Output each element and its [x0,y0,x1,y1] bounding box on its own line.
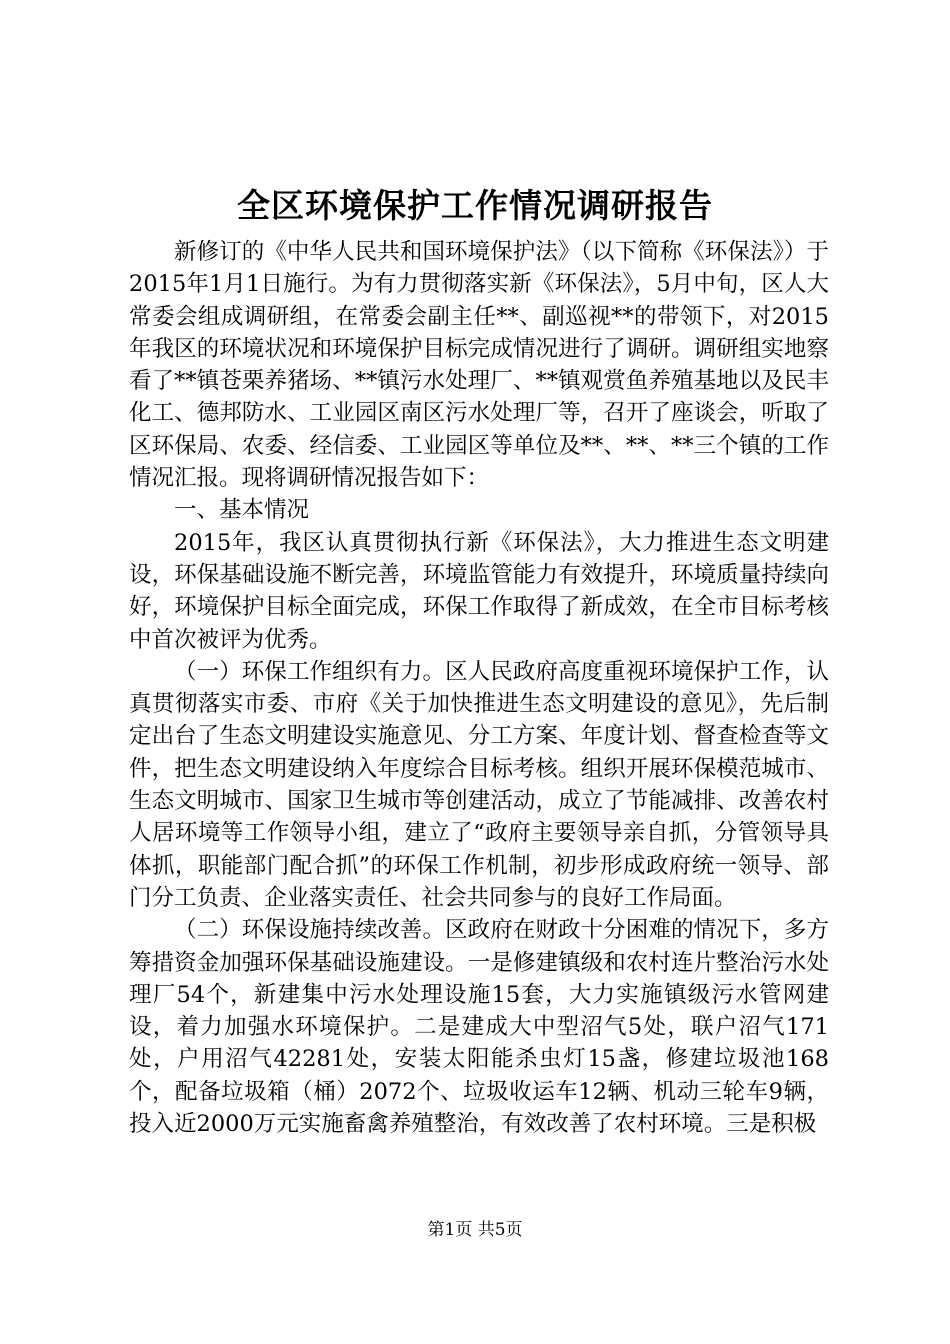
document-body [129,236,829,1140]
section-summary-paragraph: 2015年，我区认真贯彻执行新《环保法》，大力推进生态文明建设，环保基础设施不断完善，环境监管能力有效提升，环境质量持续向好，环境保护目标全面完成，环保工作取得了新成效，在全市目标考核中首次被评为优秀。 [129,529,829,653]
page-number-footer: 第1页 共5页 [427,1220,523,1240]
section-heading-basic-situation: 一、基本情况 [174,497,310,524]
intro-paragraph: 新修订的《中华人民共和国环境保护法》（以下简称《环保法》）于2015年1月1日施行。为有力贯彻落实新《环保法》，5月中旬，区人大常委会组成调研组，在常委会副主任**、副巡视**的带领下，对2015年我区的环境状况和环境保护目标完成情况进行了调研。调研组实地察看了**镇苍栗养猪场、**镇污水处理厂、**镇观赏鱼养殖基地以及民丰化工、德邦防水、工业园区南区污水处理厂等，召开了座谈会，听取了区环保局、农委、经信委、工业园区等单位及**、**、**三个镇的工作情况汇报。现将调研情况报告如下： [129,239,829,492]
subsection-facilities-paragraph: （二）环保设施持续改善。区政府在财政十分困难的情况下，多方筹措资金加强环保基础设施建设。一是修建镇级和农村连片整治污水处理厂54个，新建集中污水处理设施15套，大力实施镇级污水管网建设，着力加强水环境保护。二是建成大中型沼气5处，联户沼气171处，户用沼气42281处，安装太阳能杀虫灯15盏，修建垃圾池168个，配备垃圾箱（桶）2072个、垃圾收运车12辆、机动三轮车9辆，投入近2000万元实施畜禽养殖整治，有效改善了农村环境。三是积极 [129,917,829,1138]
document-title: 全区环境保护工作情况调研报告 [237,186,713,225]
subsection-organization-paragraph: （一）环保工作组织有力。区人民政府高度重视环境保护工作，认真贯彻落实市委、市府《关于加快推进生态文明建设的意见》，先后制定出台了生态文明建设实施意见、分工方案、年度计划、督查检查等文件，把生态文明建设纳入年度综合目标考核。组织开展环保模范城市、生态文明城市、国家卫生城市等创建活动，成立了节能减排、改善农村人居环境等工作领导小组，建立了“政府主要领导亲自抓，分管领导具体抓，职能部门配合抓”的环保工作机制，初步形成政府统一领导、部门分工负责、企业落实责任、社会共同参与的良好工作局面。 [129,658,829,911]
